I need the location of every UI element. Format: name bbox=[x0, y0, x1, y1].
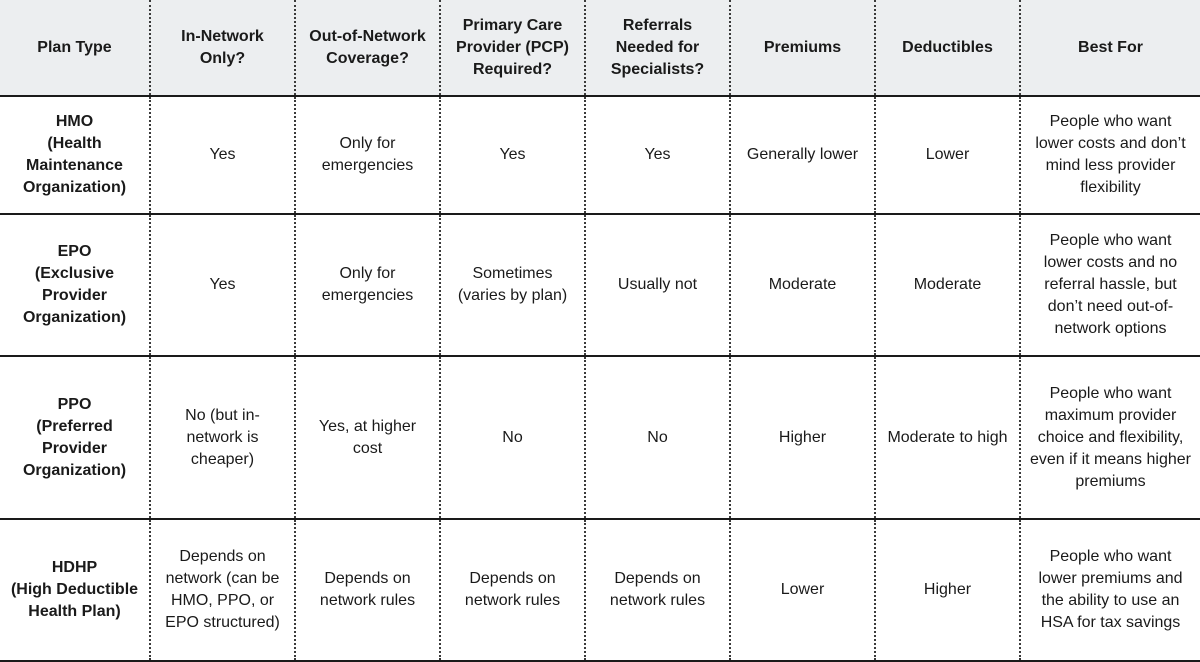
plan-full-name: (Preferred Provider Organization) bbox=[22, 417, 127, 479]
header-deductibles: Deductibles bbox=[875, 0, 1020, 96]
header-best-for: Best For bbox=[1020, 0, 1200, 96]
plan-type-cell bbox=[0, 356, 150, 520]
in-network-only-cell: Depends on network (can be HMO, PPO, or EPO structured) bbox=[150, 519, 295, 661]
header-pcp-required: Primary Care Provider (PCP) Required? bbox=[440, 0, 585, 96]
best-for-cell: People who want lower premiums and the ability to use an HSA for tax savings bbox=[1020, 519, 1200, 661]
premiums-cell: Generally lower bbox=[730, 96, 875, 214]
in-network-only-cell: Yes bbox=[150, 96, 295, 214]
plan-type-cell bbox=[0, 519, 150, 661]
referrals-cell: Depends on network rules bbox=[585, 519, 730, 661]
premiums-cell: Lower bbox=[730, 519, 875, 661]
plan-name: PPO bbox=[57, 395, 92, 413]
best-for-cell: People who want lower costs and no referral hassle, but don’t need out-of-network options bbox=[1020, 214, 1200, 356]
table-header-row bbox=[0, 0, 1200, 96]
table-row bbox=[0, 356, 1200, 520]
deductibles-cell: Moderate to high bbox=[875, 356, 1020, 520]
plan-type-cell bbox=[0, 214, 150, 356]
best-for-cell: People who want lower costs and don’t mind less provider flexibility bbox=[1020, 96, 1200, 214]
out-of-network-cell: Depends on network rules bbox=[295, 519, 440, 661]
deductibles-cell: Lower bbox=[875, 96, 1020, 214]
header-in-network-only: In-Network Only? bbox=[150, 0, 295, 96]
header-referrals: Referrals Needed for Specialists? bbox=[585, 0, 730, 96]
plan-full-name: (Exclusive Provider Organization) bbox=[22, 265, 127, 327]
premiums-cell: Higher bbox=[730, 356, 875, 520]
header-out-of-network: Out-of-Network Coverage? bbox=[295, 0, 440, 96]
table-row bbox=[0, 519, 1200, 661]
pcp-required-cell: No bbox=[440, 356, 585, 520]
out-of-network-cell: Yes, at higher cost bbox=[295, 356, 440, 520]
pcp-required-cell: Yes bbox=[440, 96, 585, 214]
referrals-cell: Usually not bbox=[585, 214, 730, 356]
referrals-cell: No bbox=[585, 356, 730, 520]
table-row bbox=[0, 214, 1200, 356]
plan-name: EPO bbox=[57, 243, 92, 261]
plan-full-name: (High Deductible Health Plan) bbox=[10, 581, 139, 621]
referrals-cell: Yes bbox=[585, 96, 730, 214]
plan-type-cell bbox=[0, 96, 150, 214]
in-network-only-cell: No (but in-network is cheaper) bbox=[150, 356, 295, 520]
in-network-only-cell: Yes bbox=[150, 214, 295, 356]
pcp-required-cell: Sometimes (varies by plan) bbox=[440, 214, 585, 356]
plan-name: HDHP bbox=[51, 559, 98, 577]
plan-name: HMO bbox=[55, 113, 94, 131]
premiums-cell: Moderate bbox=[730, 214, 875, 356]
out-of-network-cell: Only for emergencies bbox=[295, 214, 440, 356]
plan-full-name: (Health Maintenance Organization) bbox=[22, 135, 127, 197]
out-of-network-cell: Only for emergencies bbox=[295, 96, 440, 214]
best-for-cell: People who want maximum provider choice and flexibility, even if it means higher premiums bbox=[1020, 356, 1200, 520]
deductibles-cell: Higher bbox=[875, 519, 1020, 661]
deductibles-cell: Moderate bbox=[875, 214, 1020, 356]
header-premiums: Premiums bbox=[730, 0, 875, 96]
table-row bbox=[0, 96, 1200, 214]
header-plan-type: Plan Type bbox=[0, 0, 150, 96]
pcp-required-cell: Depends on network rules bbox=[440, 519, 585, 661]
